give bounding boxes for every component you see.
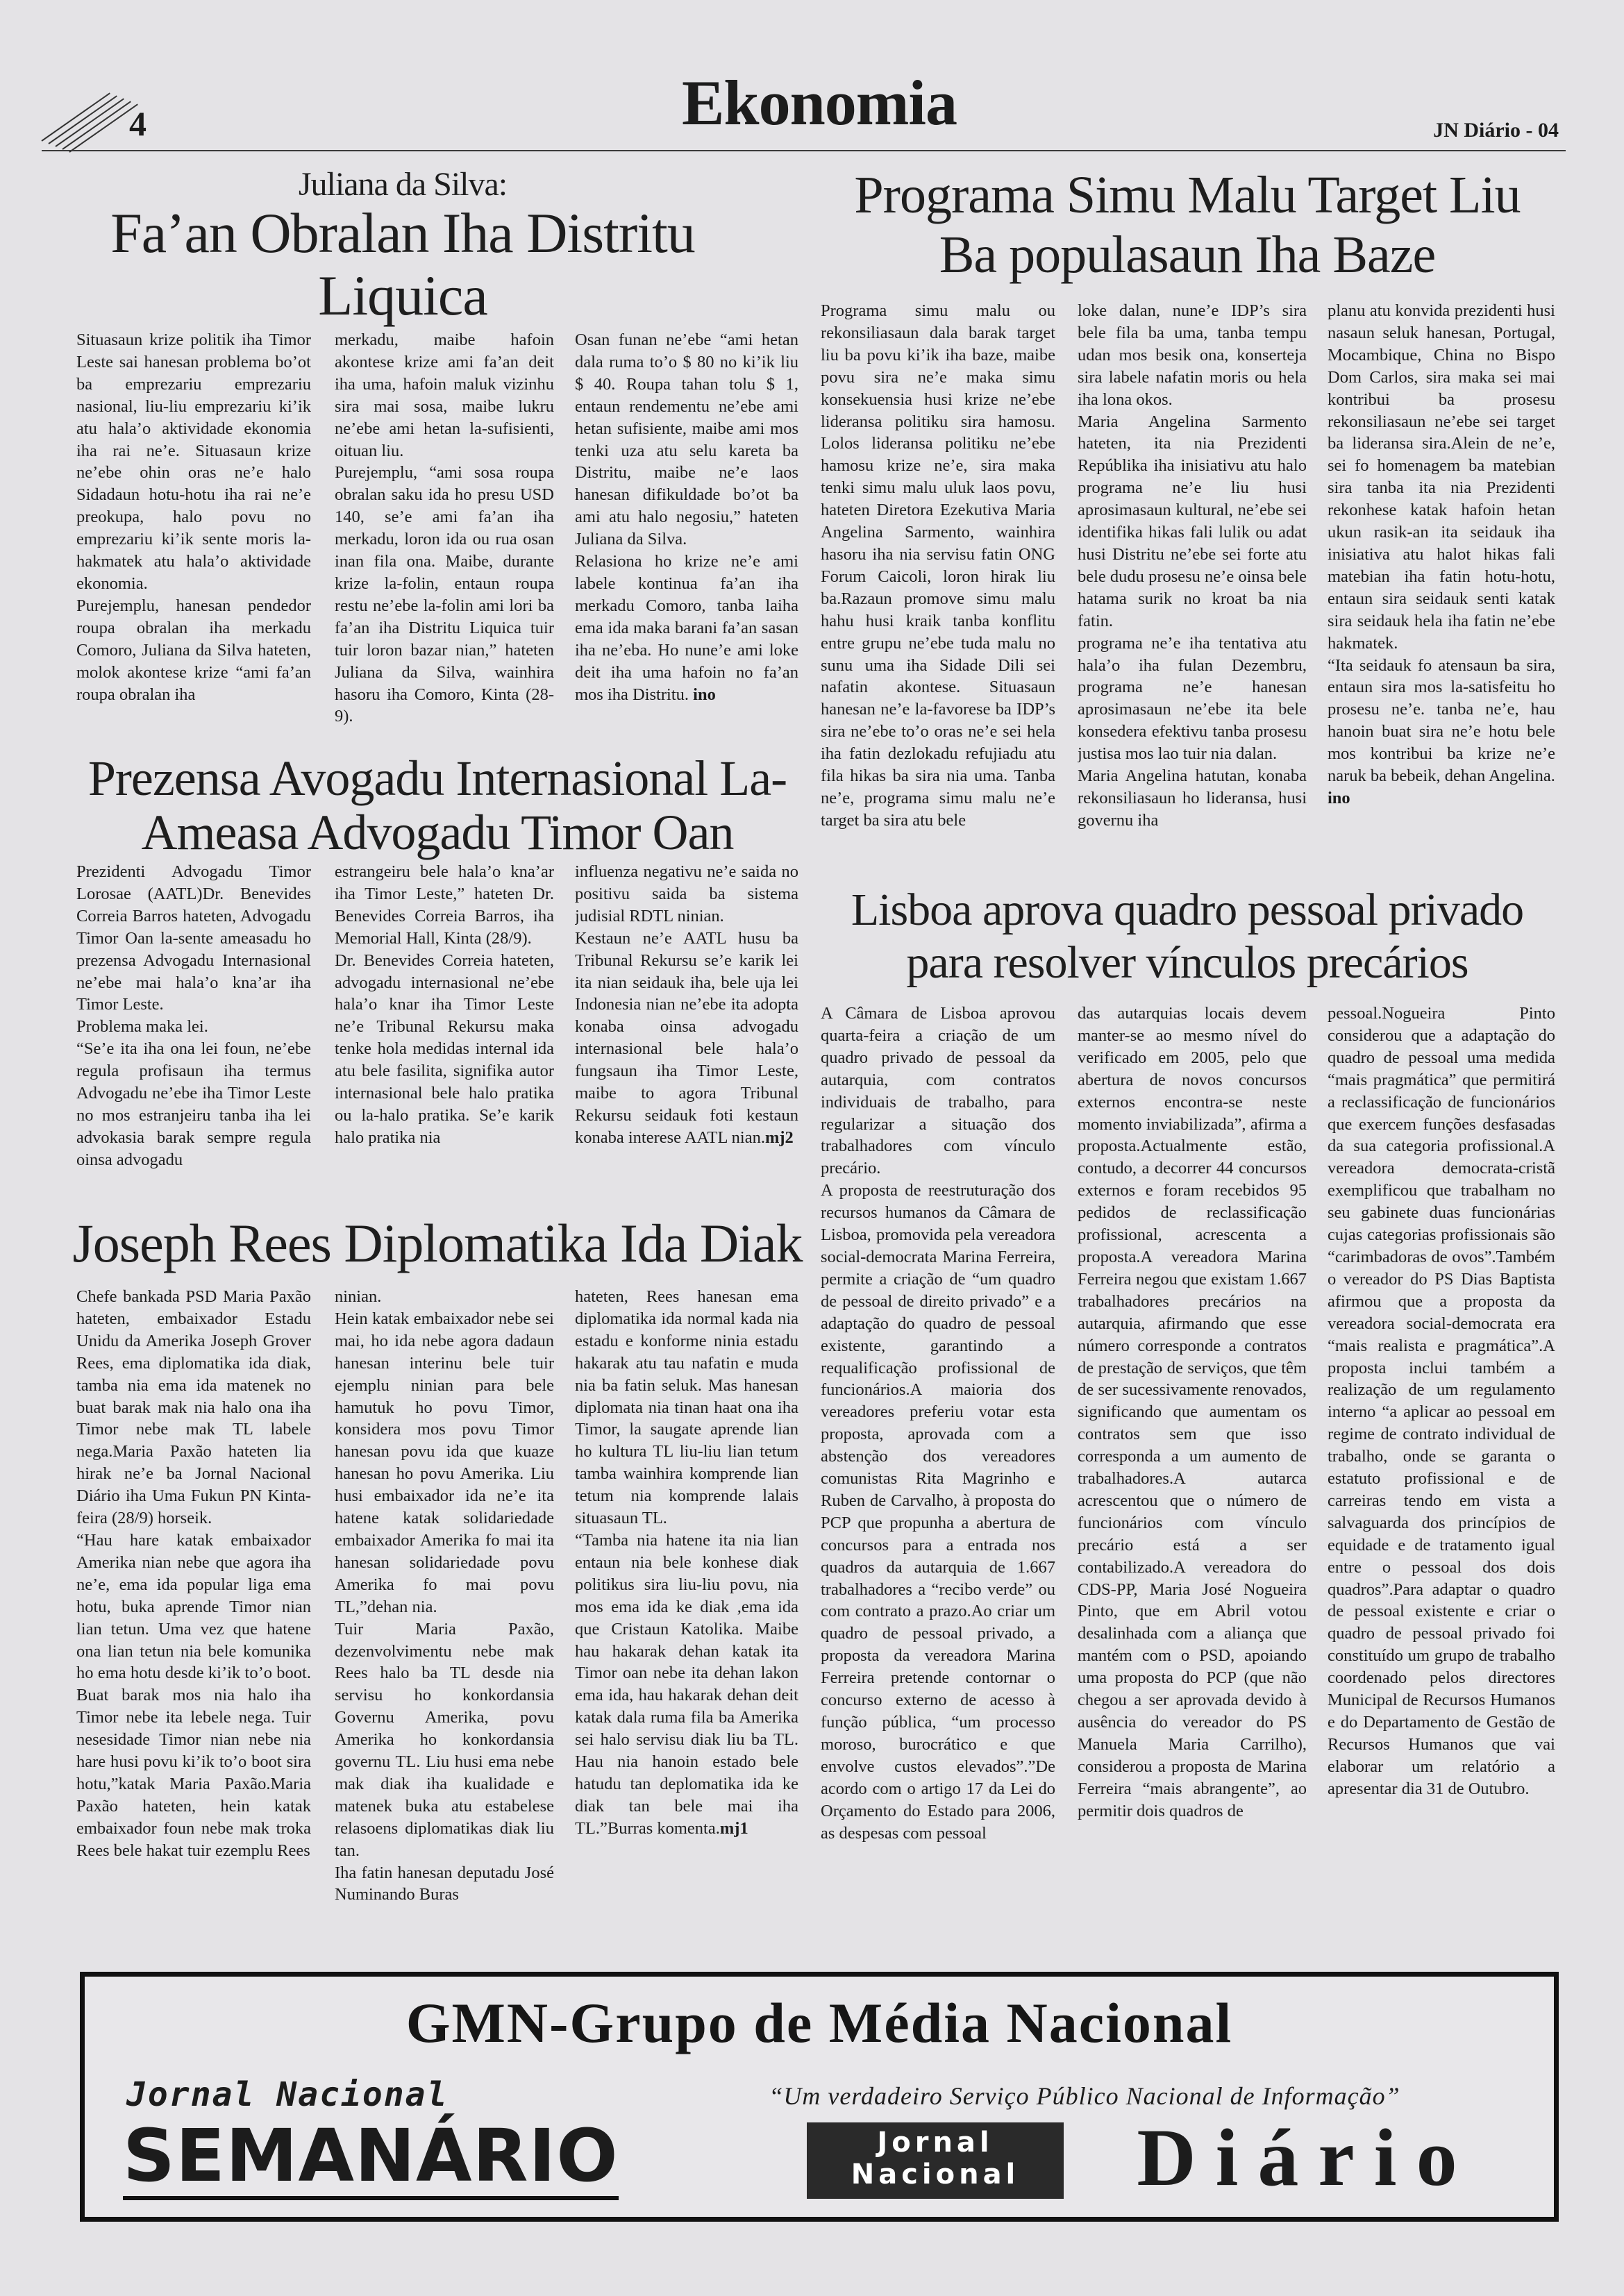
- article5-text-1: A Câmara de Lisboa aprovou quarta-feira a criação de um quadro privado de pessoal da autarquia, com contratos individuais de trabalho, para regularizar a situação dos trabalhadores com vínculo precário. A proposta de reestruturação dos recursos humanos da Câmara de Lisboa, promovida pela vereadora social-democrata Marina Ferreira, permite a criação de “um quadro de pessoal de direito privado” e a adaptação do quadro de pessoal existente, garantindo a requalificação profissional de funcionários.A maioria dos vereadores preferiu votar esta proposta, aprovada com a abstenção dos vereadores comunistas Rita Magrinho e Ruben de Carvalho, à proposta do PCP que propunha a abertura de concursos para a entrada nos quadros da autarquia de 1.667 trabalhadores a “recibo verde” ou com contrato a prazo.Ao criar um quadro de pessoal privado, a proposta da vereadora Marina Ferreira pretende contornar o concurso externo de acesso à função pública, “um processo moroso, burocrático e que envolve custos elevados”.”De acordo com o artigo 17 da Lei do Orçamento do Estado para 2006, as despesas com pessoal: [821, 1004, 1055, 1843]
- advert-badge-line1: Jornal: [877, 2127, 994, 2159]
- article3-headline: Joseph Rees Diplomatika Ida Diak: [72, 1213, 803, 1273]
- article2-headline-line1: Prezensa Avogadu Internasional La-: [87, 751, 787, 806]
- article3-text-1: Chefe bankada PSD Maria Paxão hateten, embaixador Estadu Unidu da Amerika Joseph Grover Rees, ema diplomatika ida diak, tamba nia ema ida matenek no buat barak mak nia halo ona iha Timor nebe mak TL labele nega.Maria Paxão hateten lia hirak ne’e ba Jornal Nacional Diário iha Uma Fukun PN Kinta-feira (28/9) horseik. “Hau hare katak embaixador Amerika nian nebe que agora iha ne’e, ema ida popular liga ema hotu, buka aprende Timor nian lian tetun. Uma vez que hatene ona lian tetun nia bele komunika ho ema hotu desde ki’ik to’o boot. Buat barak mos nia halo iha Timor nebe ita lebele nega. Tuir nesesidade Timor nian nebe nia hare husi povu ki’ik to’o boot sira hotu,”katak Maria Paxão.Maria Paxão hateten, hein katak embaixador foun nebe mak troka Rees bele hakat tuir ezemplu Rees: [76, 1287, 311, 1860]
- advert-slogan: “Um verdadeiro Serviço Público Nacional de Informação”: [769, 2082, 1400, 2110]
- article5-column-3: [1328, 1003, 1555, 1966]
- advert-badge-line2: Nacional: [851, 2159, 1020, 2190]
- section-title: Ekonomia: [682, 67, 957, 138]
- page-number: 4: [129, 104, 147, 143]
- article5-headline-line2: para resolver vínculos precários: [906, 937, 1468, 988]
- article1-column-2: [335, 329, 554, 760]
- article3-text-3: hateten, Rees hanesan ema diplomatika ida normal kada nia estadu e konforme ninia estadu hakarak atu tau nafatin e muda nia ba fatin seluk. Mas hanesan diplomata nia tinan haat ona iha Timor, la saugate aprende lian ho kultura TL liu-liu lian tetum tamba wainhira komprende lian tetum nia komprende lalais situasaun TL. “Tamba nia hatene ita nia lian entaun nia bele konhese diak politikus sira liu-liu povu, nia mos ema ida ke diak ,ema ida que Cristaun Katolika. Maibe hau hakarak dehan katak ita Timor oan nebe ita dehan lakon ema ida, hau hakarak dehan deit katak dala ruma fila ba Amerika sei halo servisu diak liu ba TL. Hau nia hanoin estado bele hatudu tan deplomatika ida ke diak tan bele mai iha TL.”Burras komenta.: [575, 1287, 798, 1838]
- header-rule: [42, 150, 1566, 151]
- issue-label: JN Diário - 04: [1433, 119, 1559, 142]
- advert-title: GMN-Grupo de Média Nacional: [405, 1991, 1233, 2054]
- article5-text-2: das autarquias locais devem manter-se ao mesmo nível do verificado em 2005, pelo que abertura de novos concursos externos encontra-se neste momento inviabilizada”, afirma a proposta.Actualmente estão, contudo, a decorrer 44 concursos externos e foram recebidos 95 pedidos de reclassificação profissional, acrescenta a proposta.A vereadora Marina Ferreira negou que existam 1.667 trabalhadores precários na autarquia, afirmando que esse número corresponde a contratos de prestação de serviços, que têm de ser sucessivamente renovados, significando que aumentam os contratos sem que isso corresponda a um aumento de trabalhadores.A autarca acrescentou que o número de funcionários com vínculo precário está a ser contabilizado.A vereadora do CDS-PP, Maria José Nogueira Pinto, que em Abril votou desalinhada com a aliança que mantém com o PSD, apoiando uma proposta do PCP (que não chegou a ser aprovada devido à ausência do vereador do PS Manuela Maria Carrilho), considerou a proposta de Marina Ferreira “mais abrangente”, ao permitir dois quadros de: [1078, 1004, 1307, 1820]
- article2-text-1: Prezidenti Advogadu Timor Lorosae (AATL)Dr. Benevides Correia Barros hateten, Advogadu Timor Oan la-sente ameasadu ho prezensa Advogadu Internasional ne’ebe mai hala’o kna’ar iha Timor Leste. Problema maka lei. “Se’e ita iha ona lei foun, ne’ebe regula profisaun iha termus Advogadu ne’ebe iha Timor Leste no mos estranjeiru tanba iha lei advokasia barak sempre regula oinsa advogadu: [76, 862, 311, 1169]
- advert-jornal-nacional: Jornal Nacional: [126, 2075, 449, 2114]
- article2-column-2: [335, 861, 554, 1215]
- article1-column-1: [76, 329, 311, 760]
- article2-headline-line2: Ameasa Advogadu Timor Oan: [141, 805, 734, 860]
- advert-diario: Diário: [1137, 2112, 1477, 2203]
- article3-column-3: [575, 1286, 798, 1966]
- article4-headline-line1: Programa Simu Malu Target Liu: [854, 166, 1521, 224]
- article5-column-2: [1078, 1003, 1307, 1966]
- advert-semanario: SEMANÁRIO: [123, 2115, 619, 2200]
- article1-signoff: ino: [693, 685, 716, 704]
- article1-text-1: Situasaun krize politik iha Timor Leste sai hanesan problema bo’ot ba emprezariu emprezariu nasional, liu-liu emprezariu ki’ik atu hala’o aktividade ekonomia iha rai ne’e. Situasaun krize ne’ebe ohin oras ne’e halo Sidadaun hotu-hotu iha rai ne’e preokupa, halo povu no emprezariu ki’ik sente moris la-hakmatek atu hala’o aktividade ekonomia. Purejemplu, hanesan pendedor roupa obralan iha merkadu Comoro, Juliana da Silva hateten, molok akontese krize “ami fa’an roupa obralan iha: [76, 330, 311, 704]
- article4-signoff: ino: [1328, 788, 1350, 807]
- article3-column-1: [76, 1286, 311, 1966]
- article1-kicker: Juliana da Silva:: [298, 166, 508, 203]
- article2-signoff: mj2: [764, 1128, 794, 1147]
- article2-column-3: [575, 861, 798, 1215]
- article1-text-3: Osan funan ne’ebe “ami hetan dala ruma to’o $ 80 no ki’ik liu $ 40. Roupa tahan tolu $ 1, entaun rendementu ne’ebe ami hetan sufisiente, maibe ami mos tenki uza atu selu kareta ba Distritu, maibe ne’e laos hanesan difikuldade bo’ot ba ami atu halo negosiu,” hateten Juliana da Silva. Relasiona ho krize ne’e ami labele kontinua fa’an iha merkadu Comoro, tanba laiha ema ida maka barani fa’an sasan iha ne’eba. Ho nune’e ami loke deit iha uma hafoin no fa’an mos iha Distritu.: [575, 330, 798, 704]
- article5-column-1: [821, 1003, 1055, 1966]
- article1-headline-line1: Fa’an Obralan Iha Distritu: [110, 201, 695, 265]
- article2-column-1: [76, 861, 311, 1215]
- article5-text-3: pessoal.Nogueira Pinto considerou que a adaptação do quadro de pessoal uma medida “mais pragmática” que permitirá a reclassificação de funcionários que exercem funções desfasadas da sua categoria profissional.A vereadora democrata-cristã exemplificou que trabalham no seu gabinete duas funcionárias cujas categorias profissionais são “carimbadoras de ovos”.Também o vereador do PS Dias Baptista afirmou que a proposta da vereadora social-democrata era “mais realista e pragmática”.A proposta inclui também a realização de um regulamento interno “a aplicar ao pessoal em regime de contrato individual de trabalho, onde se garanta o estatuto profissional e de carreiras tendo em vista a salvaguarda dos princípios de equidade e de tratamento igual entre o pessoal dos dois quadros”.Para adaptar o quadro de pessoal existente e criar o quadro de pessoal privado foi constituído um grupo de trabalho coordenado pelos directores Municipal de Recursos Humanos e do Departamento de Gestão de Recursos Humanos que vai elaborar um relatório a apresentar dia 31 de Outubro.: [1328, 1004, 1555, 1798]
- article4-column-3: [1328, 300, 1555, 883]
- article3-signoff: mj1: [719, 1818, 748, 1838]
- article1-headline-line2: Liquica: [318, 264, 487, 327]
- article1-text-2: merkadu, maibe hafoin akontese krize ami fa’an deit iha uma, hafoin maluk vizinhu sira mai sosa, maibe lukru ne’ebe ami hetan la-sufisienti, oituan liu. Purejemplu, “ami sosa roupa obralan saku ida ho presu USD 140, se’e ami fa’an iha merkadu, loron ida ou rua osan inan fila ona. Maibe, durante krize la-folin, entaun roupa restu ne’ebe la-folin ami lori ba fa’an iha Distritu Liquica tuir tuir loron bazar nian,” hateten Juliana da Silva, wainhira hasoru iha Comoro, Kinta (28-9).: [335, 330, 554, 726]
- article4-text-2: loke dalan, nune’e IDP’s sira bele fila ba uma, tanba tempu udan mos besik ona, konserteja sira labele nafatin moris ou hela iha lona okos. Maria Angelina Sarmento hateten, ita nia Prezidenti Repúblika iha inisiativu atu halo programa ne’e liu husi aprosimasaun kultural, ne’ebe sei identifika hikas fali lulik ou adat husi Distritu ne’ebe sei forte atu bele dudu prosesu ne’e oinsa bele hatama surik no kroat ba nia fatin. programa ne’e iha tentativa atu hala’o iha fulan Dezembru, programa ne’e hanesan aprosimasaun ne’ebe ita bele konsedera efektivu tanba prosesu justisa mos lao tuir nia dalan. Maria Angelina hatutan, konaba rekonsiliasaun ho lideransa, husi governu iha: [1078, 301, 1307, 830]
- advert-diario-badge: [807, 2122, 1064, 2199]
- article4-headline-line2: Ba populasaun Iha Baze: [939, 226, 1436, 284]
- article3-column-2: [335, 1286, 554, 1966]
- gmn-advert: [80, 1972, 1559, 2222]
- article2-text-2: estrangeiru bele hala’o kna’ar iha Timor Leste,” hateten Dr. Benevides Correia Barros, iha Memorial Hall, Kinta (28/9). Dr. Benevides Correia hateten, advogadu internasional ne’ebe hala’o knar iha Timor Leste ne’e Tribunal Rekursu maka tenke hola medidas internal ida atu bele fasilita, signifika autor internasional bele halo pratika ou la-halo pratika. Se’e karik halo pratika nia: [335, 862, 554, 1147]
- article4-column-2: [1078, 300, 1307, 883]
- article4-text-3: planu atu konvida prezidenti husi nasaun seluk hanesan, Portugal, Mocambique, China no Bispo Dom Carlos, sira maka sei mai kontribui ba prosesu rekonsiliasaun ne’ebe sei target ba lideransa sira.Alein de ne’e, sei fo homenagem ba matebian sira tanba ita nia Prezidenti rekonhese katak hafoin hetan ukun rasik-an ita seidauk iha inisiativa atu halot hikas fali matebian iha fatin hotu-hotu, entaun sira seidauk senti katak sira seidauk hela iha fatin ne’ebe hakmatek. “Ita seidauk fo atensaun ba sira, entaun sira mos la-satisfeitu ho prosesu ne’e. tanba ne’e, hau hanoin buat sira ne’e hotu bele mos kontribui ba krize ne’e naruk ba bebeik, dehan Angelina.: [1328, 301, 1555, 786]
- article1-column-3: [575, 329, 798, 760]
- article4-column-1: [821, 300, 1055, 883]
- article2-text-3: influenza negativu ne’e saida no positivu saida ba sistema judisial RDTL ninian. Kestaun ne’e AATL husu ba Tribunal Rekursu se’e karik lei ita nian seidauk iha, bele uja lei Indonesia nian ne’ebe ita adopta konaba oinsa advogadu internasional bele hala’o fungsaun iha Timor Leste, maibe to agora Tribunal Rekursu seidauk foti kestaun konaba interese AATL nian.: [575, 862, 798, 1147]
- article5-headline-line1: Lisboa aprova quadro pessoal privado: [851, 885, 1524, 935]
- article4-text-1: Programa simu malu ou rekonsiliasaun dala barak target liu ba povu ki’ik iha baze, maibe povu sira ne’e maka simu konsekuensia husi krize ne’ebe lideransa politiku sira hamosu. Lolos lideransa politiku ne’ebe hamosu krize ne’e, sira maka tenki simu malu uluk laos povu, hateten Diretora Ezekutiva Maria Angelina Sarmento, wainhira hasoru iha nia servisu fatin ONG Forum Caicoli, loron hirak liu ba.Razaun promove simu malu hahu husi kraik tanba konflitu entre grupu ne’ebe tuda malu no sunu uma iha Sidade Dili sei nafatin akontese. Situasaun hanesan ne’e la-favorese ba IDP’s sira ne’ebe to’o oras ne’e sei hela iha fatin dezlokadu refujiadu atu fila hikas ba sira nia uma. Tanba ne’e, programa simu malu ne’e target ba sira atu bele: [821, 301, 1055, 830]
- article3-text-2: ninian. Hein katak embaixador nebe sei mai, ho ida nebe agora dadaun hanesan interinu bele tuir ejemplu ninian para bele hamutuk ho povu Timor, konsidera mos povu Timor hanesan povu ida que kuaze hanesan ho povu Amerika. Liu husi embaixador ida ne’e ita hatene katak solidariedade embaixador Amerika fo mai ita hanesan solidariedade povu Amerika fo mai povu TL,”dehan nia. Tuir Maria Paxão, dezenvolvimentu nebe mak Rees halo ba TL desde nia servisu ho konkordansia Governu Amerika, povu Amerika ho konkordansia governu TL. Liu husi ema nebe mak diak iha kualidade e matenek buka atu estabelese relasoens diplomatikas diak liu tan. Iha fatin hanesan deputadu José Numinando Buras: [335, 1287, 554, 1904]
